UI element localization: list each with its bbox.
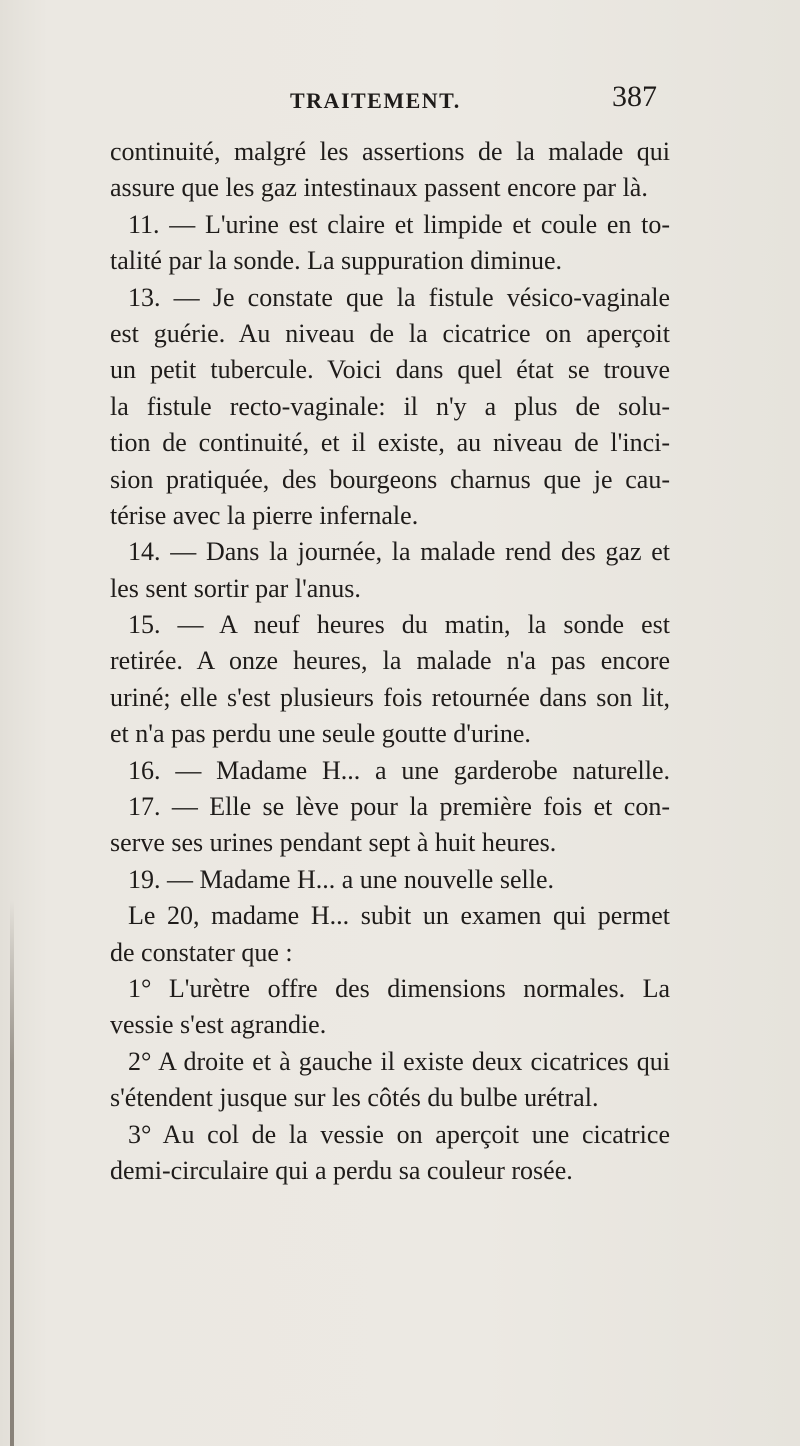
running-title: TRAITEMENT. [290, 88, 461, 113]
text-line: uriné; elle s'est plusieurs fois retournée dans son lit, [110, 682, 670, 712]
text-line: 14. — Dans la journée, la malade rend des gaz et [128, 537, 670, 567]
text-line: demi-circulaire qui a perdu sa couleur rosée. [110, 1155, 573, 1185]
text-line: Le 20, madame H... subit un examen qui permet [128, 901, 670, 931]
page-number: 387 [612, 80, 657, 113]
text-line: sion pratiquée, des bourgeons charnus que je cau- [110, 464, 670, 494]
text-line: 2° A droite et à gauche il existe deux cicatrices qui [128, 1046, 670, 1076]
text-line: 3° Au col de la vessie on aperçoit une cicatrice [128, 1119, 670, 1149]
text-line: 15. — A neuf heures du matin, la sonde est [128, 610, 670, 640]
text-line: 13. — Je constate que la fistule vésico-vaginale [128, 282, 670, 312]
page-header [0, 80, 800, 124]
text-line: térise avec la pierre infernale. [110, 500, 419, 530]
text-line: talité par la sonde. La suppuration diminue. [110, 246, 562, 276]
text-line: vessie s'est agrandie. [110, 1010, 327, 1040]
body-text [110, 134, 670, 1189]
text-line: est guérie. Au niveau de la cicatrice on aperçoit [110, 318, 670, 348]
text-line: 11. — L'urine est claire et limpide et coule en to- [128, 209, 670, 239]
text-line: serve ses urines pendant sept à huit heures. [110, 828, 557, 858]
text-line: 1° L'urètre offre des dimensions normales. La [128, 973, 670, 1003]
text-line: 19. — Madame H... a une nouvelle selle. [128, 864, 554, 894]
text-line: et n'a pas perdu une seule goutte d'urine. [110, 719, 531, 749]
text-line: tion de continuité, et il existe, au niveau de l'inci- [110, 428, 670, 458]
binding-shadow [10, 900, 14, 1446]
text-line: un petit tubercule. Voici dans quel état se trouve [110, 355, 670, 385]
text-line: 16. — Madame H... a une garderobe naturelle. [128, 755, 670, 785]
text-line: 17. — Elle se lève pour la première fois et con- [128, 792, 670, 822]
text-line: la fistule recto-vaginale: il n'y a plus de solu- [110, 391, 670, 421]
text-line: s'étendent jusque sur les côtés du bulbe urétral. [110, 1083, 599, 1113]
text-line: les sent sortir par l'anus. [110, 573, 361, 603]
text-line: retirée. A onze heures, la malade n'a pas encore [110, 646, 670, 676]
text-line: continuité, malgré les assertions de la malade qui [110, 137, 670, 166]
text-line: de constater que : [110, 937, 293, 967]
text-line: assure que les gaz intestinaux passent encore par là. [110, 173, 648, 203]
